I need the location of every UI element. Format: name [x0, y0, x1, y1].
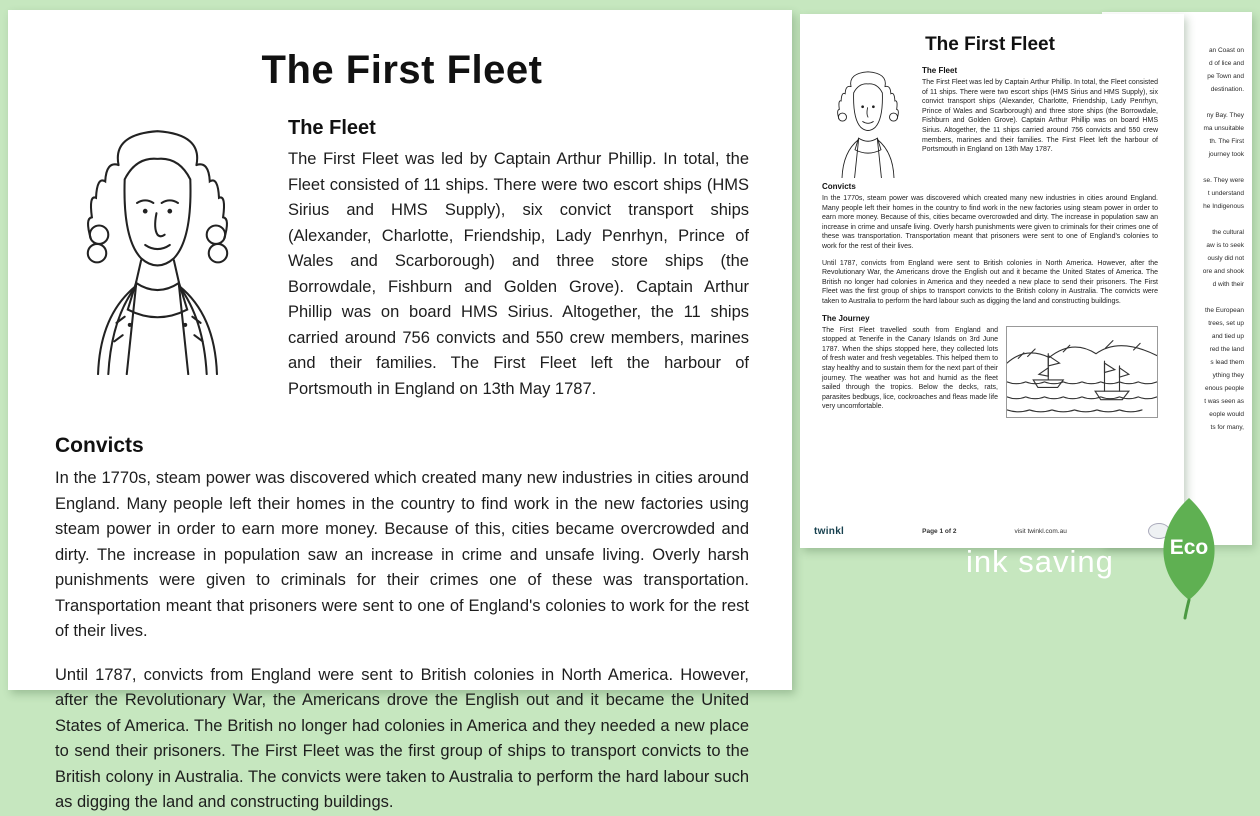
- fleet-paragraph: The First Fleet was led by Captain Arthur Phillip. In total, the Fleet consisted of 11 ships. There were two escort ships (HMS Sirius and HMS Supply), six convict transport ships (Alexander, Charlotte, Friendship, Lady Penrhyn, Prince of Wales and Scarborough) and three store ships (the Borrowdale, Fishburn and Golden Grove). Captain Arthur Phillip was on board HMS Sirius. Altogether, the 11 ships carried around 756 convicts and 550 crew members, marines and their families. The First Fleet left the harbour of Portsmouth in England on 13th May 1787.: [288, 150, 749, 398]
- preview-convicts-paragraph-2: Until 1787, convicts from England were sent to British colonies in North America. However, after the Revolutionary War, the Americans drove the English out and it became the United States of America. The British no longer had colonies in America and they needed a new place to send their prisoners. The First Fleet was the first group of ships to transport convicts to the British colony in Australia. The convicts were taken to Australia to perform the hard labour such as digging the land and constructing buildings.: [822, 259, 1158, 305]
- page2-fragment-line: red the land: [1209, 346, 1244, 353]
- preview-journey-heading: The Journey: [822, 313, 870, 323]
- fleet-heading: The Fleet: [288, 117, 376, 139]
- page2-fragment-line: th. The First: [1209, 138, 1244, 145]
- eco-leaf-badge: [1146, 496, 1232, 620]
- page2-fragment-line: s lead them: [1210, 359, 1244, 366]
- preview-page-title: The First Fleet: [925, 34, 1055, 55]
- page2-fragment-line: eople would: [1209, 411, 1244, 418]
- page2-fragment-line: aw is to seek: [1206, 242, 1244, 249]
- preview-journey-paragraph: The First Fleet travelled south from England and stopped at Tenerife in the Canary Islands on 3rd June 1787. When the ships stopped here, they collected lots of fresh water and fresh vegetables. This helped them to stay healthy and to sustain them for the next part of their journey. The weather was hot and humid as the fleet sailed through the tropics. Below the decks, rats, parasites bedbugs, lice, cockroaches and fleas made life very uncomfortable.: [822, 326, 998, 411]
- page2-fragment-line: the cultural: [1212, 229, 1244, 236]
- page2-fragment-line: journey took: [1208, 151, 1244, 158]
- preview-convicts-heading: Convicts: [822, 182, 856, 191]
- website-label: visit twinkl.com.au: [1014, 527, 1067, 535]
- arthur-phillip-portrait-illustration: [55, 117, 260, 375]
- page2-fragment-line: ma unsuitable: [1203, 125, 1244, 132]
- page2-fragment-line: and tied up: [1211, 333, 1244, 340]
- arthur-phillip-portrait-small: [822, 66, 914, 178]
- page2-fragment-line: t was seen as: [1204, 398, 1244, 405]
- page2-fragment-line: enous people: [1204, 385, 1244, 392]
- page2-fragment-line: ny Bay. They: [1206, 112, 1244, 119]
- preview-footer: [814, 523, 1170, 539]
- page-title: The First Fleet: [261, 48, 543, 92]
- page2-fragment-line: ously did not: [1207, 255, 1244, 262]
- page2-fragment-line: pe Town and: [1207, 73, 1244, 80]
- page2-fragment-line: he Indigenous: [1203, 203, 1244, 210]
- convicts-heading: Convicts: [55, 434, 144, 457]
- fleet-section: [55, 117, 749, 420]
- worksheet-page-1-preview: [800, 14, 1184, 548]
- page2-fragment-line: ore and shook: [1202, 268, 1244, 275]
- preview-journey-block: [822, 326, 1158, 412]
- preview-convicts-paragraph-1: In the 1770s, steam power was discovered which created many new industries in cities around England. Many people left their homes in the country to find work in the new factories using steam power in order to earn more money. Because of this, cities became overcrowded and dirty. The increase in population saw an increase in crime and unsafe living. Overly harsh punishments were given to criminals for their crimes one of these was transportation. Transportation meant that prisoners were sent to one of England's colonies to work for the rest of their lives.: [822, 195, 1158, 250]
- preview-fleet-section: [822, 66, 1158, 178]
- fleet-text-column: [288, 117, 749, 420]
- convicts-paragraph-1: In the 1770s, steam power was discovered which created many new industries in cities around England. Many people left their homes in the country to find work in the new factories using steam power in order to earn more money. Because of this, cities became overcrowded and dirty. The increase in population saw an increase in crime and unsafe living. Overly harsh punishments were given to criminals for their crimes one of these was transportation. Transportation meant that prisoners were sent to one of England's colonies to work for the rest of their lives.: [55, 469, 749, 640]
- page2-fragment-line: an Coast on: [1208, 47, 1244, 54]
- preview-fleet-heading: The Fleet: [922, 66, 958, 75]
- first-fleet-ships-illustration: [1006, 326, 1158, 418]
- page2-fragment-line: trees, set up: [1208, 320, 1244, 327]
- page2-fragment-line: d with their: [1212, 281, 1244, 288]
- page2-fragment-line: the European: [1204, 307, 1244, 314]
- ink-saving-label: ink saving: [966, 544, 1114, 579]
- convicts-paragraph-2: Until 1787, convicts from England were sent to British colonies in North America. However, after the Revolutionary War, the Americans drove the English out and it became the United States of America. The British no longer had colonies in America and they needed a new place to send their prisoners. The First Fleet was the first group of ships to transport convicts to the British colony in Australia. The convicts were taken to Australia to perform the hard labour such as digging the land and constructing buildings.: [55, 665, 749, 811]
- page2-fragment-line: se. They were: [1203, 177, 1244, 184]
- page2-fragment-line: t understand: [1207, 190, 1244, 197]
- page2-fragment-line: d of lice and: [1208, 60, 1244, 67]
- twinkl-logo: twinkl: [814, 525, 845, 537]
- page2-fragment-line: destination.: [1210, 86, 1244, 93]
- worksheet-page-large: [8, 10, 792, 811]
- preview-fleet-paragraph: The First Fleet was led by Captain Arthur Phillip. In total, the Fleet consisted of 11 ships. There were two escort ships (HMS Sirius and HMS Supply), six convict transport ships (Alexander, Charlotte, Friendship, Lady Penrhyn, Prince of Wales and Scarborough) and three store ships (the Borrowdale, Fishburn and Golden Grove). Captain Arthur Phillip was on board HMS Sirius. Altogether, the 11 ships carried around 756 convicts and 550 crew members, marines and their families. The First Fleet left the harbour of Portsmouth in England on 13th May 1787.: [922, 79, 1158, 154]
- preview-fleet-text-column: [922, 66, 1158, 178]
- eco-label: Eco: [1169, 536, 1209, 559]
- page2-fragment-line: ts for many,: [1210, 424, 1244, 431]
- page2-fragment-line: ything they: [1212, 372, 1244, 379]
- page-number-label: Page 1 of 2: [922, 527, 957, 535]
